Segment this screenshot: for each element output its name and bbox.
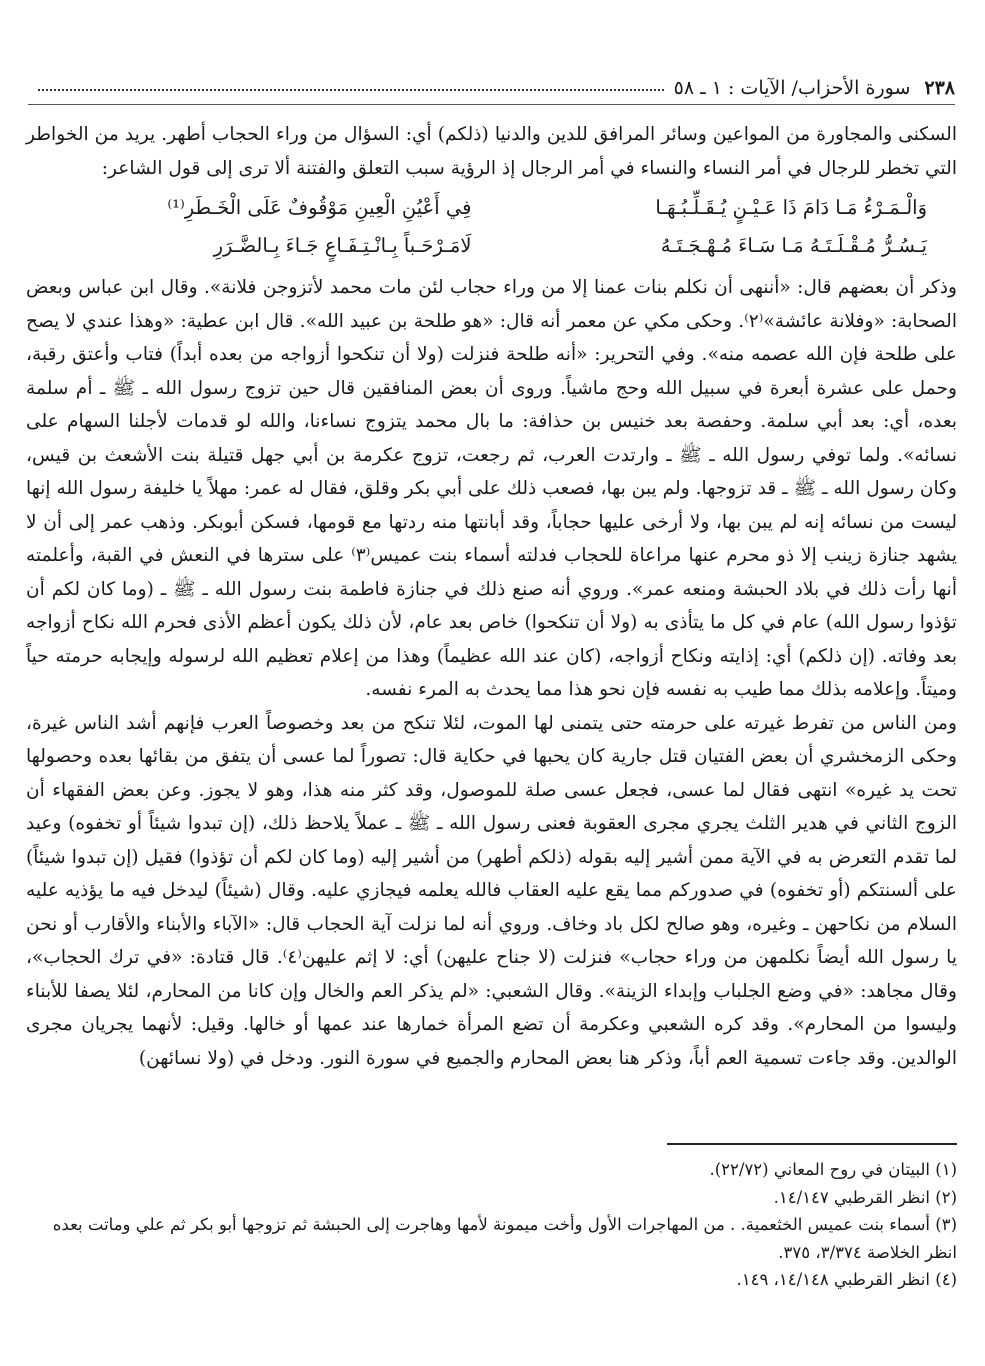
- verse-line2-right: يَـسُـرُّ مُـقْـلَـتَـهُ مَـا سَـاءَ مُـهْـجَـتَـهُ: [660, 234, 927, 257]
- paragraph-1: السكنى والمجاورة من المواعين وسائر المرافق للدين والدنيا (ذلكم) أي: السؤال من وراء الحجاب أطهر. يريد من الخواطر التي تخطر للرجال في أمر النساء والنساء في أمر الرجال إذ الرؤية سبب التعلق والفتنة ألا ترى إلى قول الشاعر:: [26, 124, 957, 179]
- footnotes: [26, 1156, 957, 1294]
- surah-title: سورة الأحزاب/ الآيات : ١ ـ ٥٨: [673, 77, 911, 99]
- footnote-rule: [667, 1143, 957, 1145]
- verse-line1-left: فِي أَعْيُنِ الْعِينِ مَوْقُوفٌ عَلَى الْخَـطَرِ⁽¹⁾: [167, 196, 472, 219]
- verse-line2-left: لَامَـرْحَـباً بِـانْـتِـفَـاعٍ جَـاءَ بِـالضَّـرَرِ: [213, 234, 472, 257]
- footnote-4: (٤) انظر القرطبي ١٤/١٤٨، ١٤٩.: [736, 1270, 957, 1289]
- footnote-2: (٢) انظر القرطبي ١٤/١٤٧.: [773, 1187, 957, 1207]
- footnote-3: (٣) أسماء بنت عميس الخثعمية. . من المهاجرات الأول وأخت ميمونة لأمها وهاجرت إلى الحبشة ثم تزوجها أبو بكر ثم علي وماتت بعده انظر الخلاصة ٣/٣٧٤، ٣٧٥.: [52, 1215, 957, 1262]
- main-text: [26, 118, 957, 1075]
- footnote-1: (١) البيتان في روح المعاني (٢٢/٧٢).: [709, 1160, 957, 1179]
- page-number: ٢٣٨: [924, 77, 955, 99]
- header-dot-leader: [38, 89, 664, 91]
- verse-line1-right: وَالْـمَـرْءُ مَـا دَامَ ذَا عَـيْـنٍ يُـقَـلِّـبُـهَـا: [655, 196, 927, 219]
- running-header: [28, 74, 955, 102]
- paragraph-3: ومن الناس من تفرط غيرته على حرمته حتى يتمنى لها الموت، لئلا تنكح من بعد وخصوصاً العرب فإنهم أشد الناس غيرة، وحكى الزمخشري أن بعض الفتيان قتل جارية كان يحبها في حكاية قال: تصوراً لما عسى أن يتفق من بقائها بعده وحصولها تحت يد غيره» انتهى فقال لما عسى، فجعل عسى صلة للموصول، وقد كثر منه هذا، وهو لا يجوز. وعن بعض الفقهاء أن الزوج الثاني في هدير الثلث يجري مجرى العقوبة فعنى رسول الله ـ ﷺ ـ عملاً يلاحظ ذلك، (إن تبدوا شيئاً أو تخفوه) وعيد لما تقدم التعرض به في الآية ممن أشير إليه بقوله (ذلكم أطهر) من أشير إليه (وما كان لكم أن تؤذوا) فقيل (إن تبدوا شيئاً) على ألسنتكم (أو تخفوه) في صدوركم مما يقع عليه العقاب فالله يعلمه فيجازي عليه. وقال (شيئاً) ليدخل فيه ما يؤذيه عليه السلام من نكاحهن ـ وغيره، وهو صالح لكل باد وخاف. وروي أنه لما نزلت آية الحجاب قال: «الآباء والأبناء والأقارب أو نحن يا رسول الله أيضاً نكلمهن من وراء حجاب» فنزلت (لا جناح عليهن) أي: لا إثم عليهن⁽٤⁾. قال قتادة: «في ترك الحجاب»، وقال مجاهد: «في وضع الجلباب وإبداء الزينة». وقال الشعبي: «لم يذكر العم والخال وإن كانا من المحارم، لئلا يصفا للأبناء وليسوا من المحارم». وقد كره الشعبي وعكرمة أن تضع المرأة خمارها عند عمها أو خالها. وقيل: لأنهما يجريان مجرى الوالدين. وقد جاءت تسمية العم أباً، وذكر هنا بعض المحارم والجميع في سورة النور. ودخل في (ولا نسائهن): [26, 712, 957, 1069]
- paragraph-2: وذكر أن بعضهم قال: «أننهى أن نكلم بنات عمنا إلا من وراء حجاب لئن مات محمد لأتزوجن فلانة». وقال ابن عباس وبعض الصحابة: «وفلانة عائشة»⁽٢⁾. وحكى مكي عن معمر أنه قال: «هو طلحة بن عبيد الله». قال ابن عطية: «وهذا عندي لا يصح على طلحة فإن الله عصمه منه». وفي التحرير: «أنه طلحة فنزلت (ولا أن تنكحوا أزواجه من بعده أبداً) فتاب وأعتق رقبة، وحمل على عشرة أبعرة في سبيل الله وحج ماشياً. وروى أن بعض المنافقين قال حين تزوج رسول الله ـ ﷺ ـ أم سلمة بعده، أي: بعد أبي سلمة. وحفصة بعد خنيس بن حذافة: ما بال محمد يتزوج نساءنا، والله لو قدمات لأجلنا السهام على نسائه». ولما توفي رسول الله ـ ﷺ ـ وارتدت العرب، ثم رجعت، تزوج عكرمة بن أبي جهل قتيلة بنت الأشعث بن قيس، وكان رسول الله ـ ﷺ ـ قد تزوجها. ولم يبن بها، فصعب ذلك على أبي بكر وقلق، فقال له عمر: مهلاً يا خليفة رسول الله إنها ليست من نسائه إنه لم يبن بها، ولا أرخى عليها حجاباً، وقد أبانتها منه ردتها مع قومها، فسكن أبوبكر. وذهب عمر إلى أن لا يشهد جنازة زينب إلا ذو محرم عنها مراعاة للحجاب فدلته أسماء بنت عميس⁽٣⁾ على سترها في النعش في القبة، وأعلمته أنها رأت ذلك في بلاد الحبشة ومنعه عمر». وروي أنه صنع ذلك في جنازة فاطمة بنت رسول الله ـ ﷺ ـ (وما كان لكم أن تؤذوا رسول الله) عام في كل ما يتأذى به (ولا أن تنكحوا) خاص بعد عام، لأن ذلك يكون أعظم الأذى فحرم الله نكاح أزواجه بعد وفاته. (إن ذلكم) أي: إذايته ونكاح أزواجه، (كان عند الله عظيماً) وهذا من إعلام تعظيم الله لرسوله وإيجابه حرمته حياً وميتاً. وإعلامه بذلك مما طيب به نفسه فإن نحو هذا مما يحدث به المرء نفسه.: [26, 277, 958, 700]
- header-rule: [28, 104, 955, 105]
- poetry-verse: [56, 189, 927, 265]
